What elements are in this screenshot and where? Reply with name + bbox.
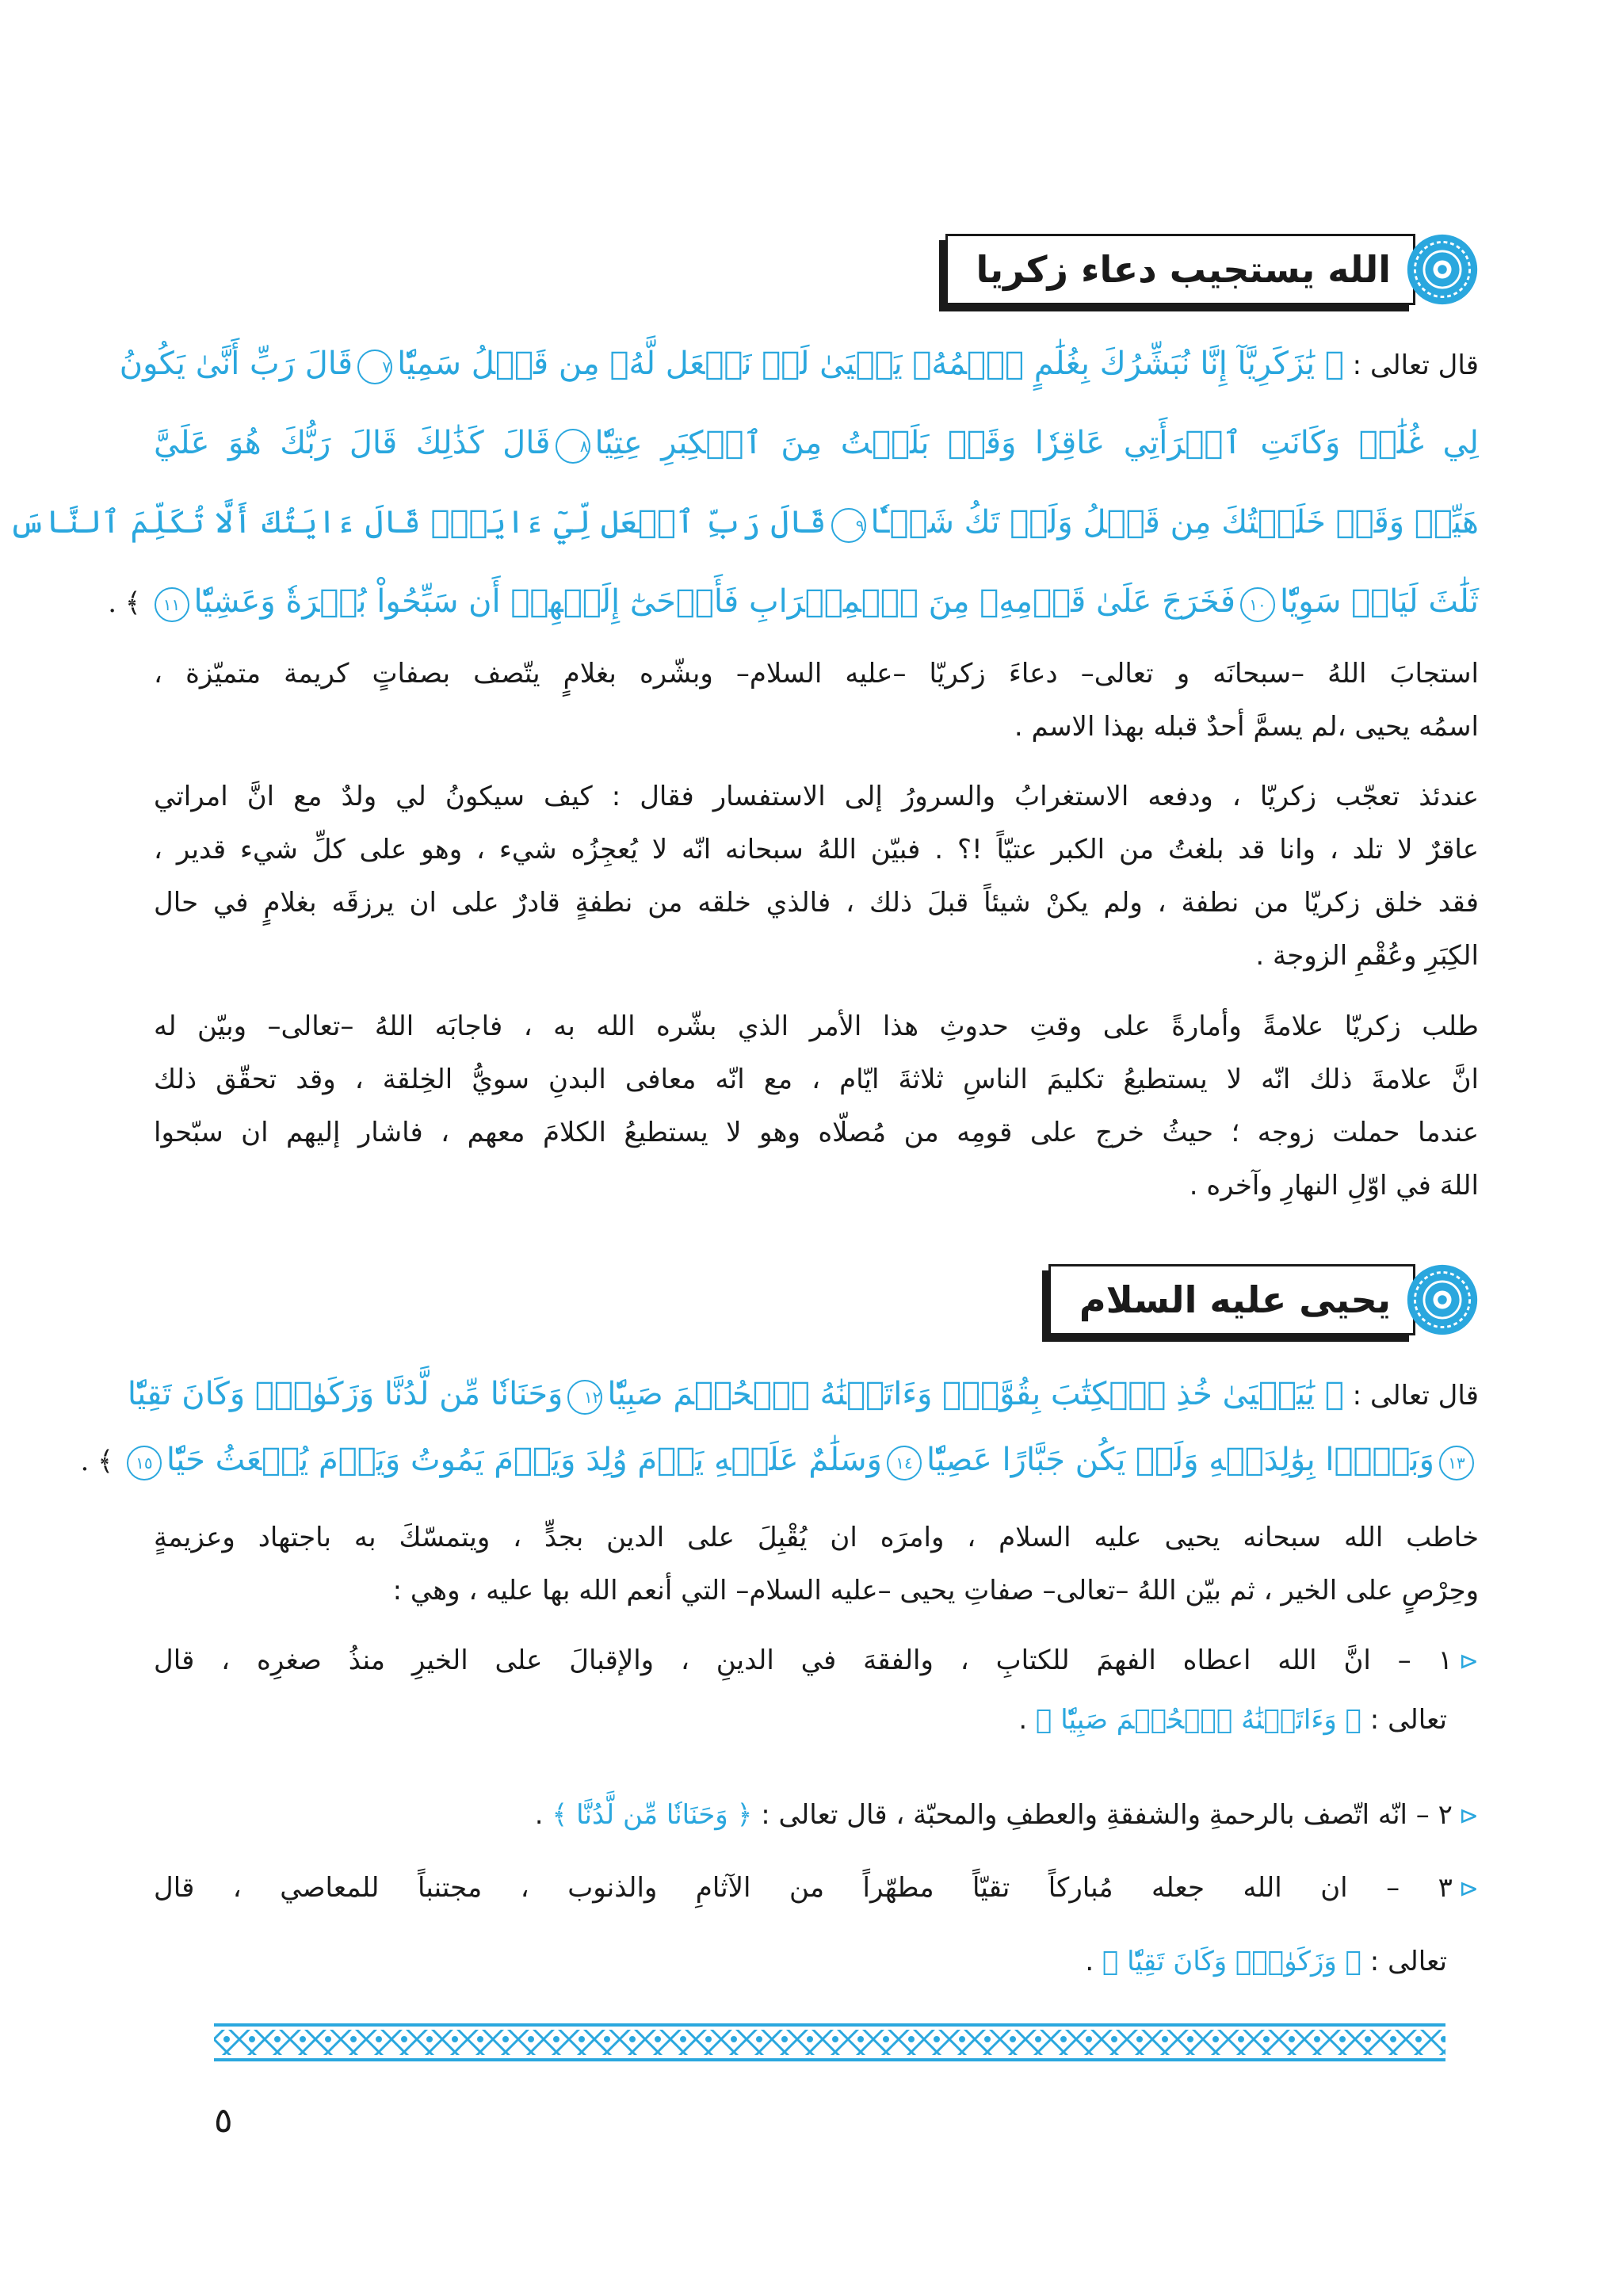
list-item: ⊲٣ – ان الله جعله مُباركاً تقيّاً مطهّراً من الآثامِ والذنوب ، مجتنباً للمعاصي ، قال xyxy=(154,1872,1479,1904)
paragraph-line: عندئذ تعجّب زكريّا ، ودفعه الاستغرابُ والسرورُ إلى الاستفسار فقال : كيف سيكونُ لي ولدٌ مع انَّ امراتي xyxy=(154,781,1479,812)
section-title: يحيى عليه السلام xyxy=(1079,1278,1391,1321)
section-heading-zakariya xyxy=(945,230,1480,309)
ayah-number-marker: ١٤ xyxy=(887,1446,922,1480)
paragraph-line: الكِبَرِ وعُقْمِ الزوجة . xyxy=(1255,940,1479,972)
ayah-number-marker: ١٠ xyxy=(1240,587,1275,622)
ayah-number-marker: ١٢ xyxy=(567,1380,602,1415)
ayah-number-marker: ٧ xyxy=(357,350,392,384)
quran-line: قال تعالى : ﴿ يَٰزَكَرِيَّآ إِنَّا نُبَشِّرُكَ بِغُلَٰمٍ ٱسۡمُهُۥ يَحۡيَىٰ لَمۡ نَجۡعَل لَّهُۥ مِن قَبۡلُ سَمِيّٗا٧قَالَ رَبِّ أَنَّىٰ يَكُونُ xyxy=(154,345,1479,400)
section-heading-yahya xyxy=(1048,1260,1480,1339)
ayah-number-marker: ١٥ xyxy=(127,1446,162,1480)
paragraph-line: طلب زكريّا علامةً وأمارةً على وقتِ حدوثِ هذا الأمر الذي بشّره الله به ، فاجابَه اللهُ –تعالى– وبيّن له xyxy=(154,1010,1479,1042)
ayah-number-marker: ٩ xyxy=(831,508,866,543)
bullet-arrow-icon: ⊲ xyxy=(1458,1648,1479,1675)
ornament-emblem-icon xyxy=(1404,231,1480,308)
paragraph-line: عاقرٌ لا تلد ، وانا قد بلغتُ من الكبر عتيّاً !؟ . فبيّن اللهُ سبحانه انّه لا يُعجِزُه شيء ، وهو على كلِّ شيء قدير ، xyxy=(154,834,1479,865)
paragraph-line: اللهَ في اوّلِ النهارِ وآخره . xyxy=(1189,1170,1479,1201)
paragraph-line: اسمُه يحيى ،لم يسمَّ أحدٌ قبله بهذا الاسم . xyxy=(1014,711,1479,743)
paragraph-line: خاطب الله سبحانه يحيى عليه السلام ، وامرَه ان يُقْبِلَ على الدين بجدٍّ ، ويتمسّكَ به باجتهاد وعزيمةٍ xyxy=(154,1522,1479,1553)
quran-line: ثَلَٰثَ لَيَالٖ سَوِيّٗا١٠فَخَرَجَ عَلَىٰ قَوۡمِهِۦ مِنَ ٱلۡمِحۡرَابِ فَأَوۡحَىٰٓ إِلَيۡهِمۡ أَن سَبِّحُواْ بُكۡرَةٗ وَعَشِيّٗا١١ ﴾ . xyxy=(154,583,1479,638)
decorative-border xyxy=(214,2023,1445,2061)
quran-line: ١٣وَبَرَّۢا بِوَٰلِدَيۡهِ وَلَمۡ يَكُن جَبَّارًا عَصِيّٗا١٤وَسَلَٰمٌ عَلَيۡهِ يَوۡمَ وُلِدَ وَيَوۡمَ يَمُوتُ وَيَوۡمَ يُبۡعَثُ حَيّٗا١٥ ﴾ . xyxy=(154,1441,1479,1496)
paragraph-line: وحِرْصٍ على الخير ، ثم بيّن اللهُ –تعالى– صفاتِ يحيى –عليه السلام– التي أنعم الله بها عليه ، وهي : xyxy=(392,1575,1479,1606)
list-item: ⊲١ – انَّ الله اعطاه الفهمَ للكتابِ ، والفقهَ في الدينِ ، والإقبالَ على الخيرِ منذُ صغرِه ، قال xyxy=(154,1645,1479,1676)
list-item-continuation: تعالى : ﴿ وَزَكَوٰةٗۖ وَكَانَ تَقِيّٗا ﴾ . xyxy=(1085,1946,1447,1977)
ornament-emblem-icon xyxy=(1404,1262,1480,1338)
bullet-arrow-icon: ⊲ xyxy=(1458,1875,1479,1903)
ayah-number-marker: ١٣ xyxy=(1439,1446,1474,1480)
paragraph-line: فقد خلق زكريّا من نطفة ، ولم يكنْ شيئاً قبلَ ذلك ، فالذي خلقه من نطفةٍ قادرٌ على ان يرزقَه بغلامٍ في حال xyxy=(154,887,1479,919)
section-title: الله يستجيب دعاء زكريا xyxy=(976,248,1391,291)
list-item: ⊲٢ – انّه اتّصف بالرحمةِ والشفقةِ والعطفِ والمحبّة ، قال تعالى : ﴿ وَحَنَانٗا مِّن لَّدُنَّا ﴾ . xyxy=(534,1799,1479,1831)
paragraph-line: انَّ علامةَ ذلك انّه لا يستطيعُ تكليمَ الناسِ ثلاثةَ ايّام ، مع انّه معافى البدنِ سويُّ الخِلقة ، وقد تحقّق ذلك xyxy=(154,1064,1479,1095)
quran-line: قال تعالى : ﴿ يَٰيَحۡيَىٰ خُذِ ٱلۡكِتَٰبَ بِقُوَّةٖۖ وَءَاتَيۡنَٰهُ ٱلۡحُكۡمَ صَبِيّٗا١٢وَحَنَانٗا مِّن لَّدُنَّا وَزَكَوٰةٗۖ وَكَانَ تَقِيّٗا xyxy=(154,1375,1479,1431)
quran-line: لِي غُلَٰمٞ وَكَانَتِ ٱمۡرَأَتِي عَاقِرٗا وَقَدۡ بَلَغۡتُ مِنَ ٱلۡكِبَرِ عِتِيّٗا٨قَالَ كَذَٰلِكَ قَالَ رَبُّكَ هُوَ عَلَيَّ xyxy=(154,424,1479,479)
paragraph-line: استجابَ اللهُ –سبحانَه و تعالى– دعاءَ زكريّا –عليه السلام– وبشّره بغلامٍ يتّصف بصفاتٍ كريمة متميّزة ، xyxy=(154,658,1479,690)
ayah-number-marker: ٨ xyxy=(556,429,590,464)
paragraph-line: عندما حملت زوجه ؛ حيثُ خرج على قومِه من مُصلّاه وهو لا يستطيعُ الكلامَ معهم ، فاشار إليهم ان سبّحوا xyxy=(154,1117,1479,1148)
bullet-arrow-icon: ⊲ xyxy=(1458,1802,1479,1830)
quran-line: هَيِّنٞ وَقَدۡ خَلَقۡتُكَ مِن قَبۡلُ وَلَمۡ تَكُ شَيۡـٔٗا٩قَالَ رَبِّ ٱجۡعَل لِّيٓ ءَايَةٗۚ قَالَ ءَايَتُكَ أَلَّا تُكَلِّمَ ٱلنَّاسَ xyxy=(154,503,1479,559)
page-number: ٥ xyxy=(214,2100,233,2141)
ayah-number-marker: ١١ xyxy=(155,587,189,622)
list-item-continuation: تعالى : ﴿ وَءَاتَيۡنَٰهُ ٱلۡحُكۡمَ صَبِيّٗا ﴾ . xyxy=(1018,1704,1447,1736)
